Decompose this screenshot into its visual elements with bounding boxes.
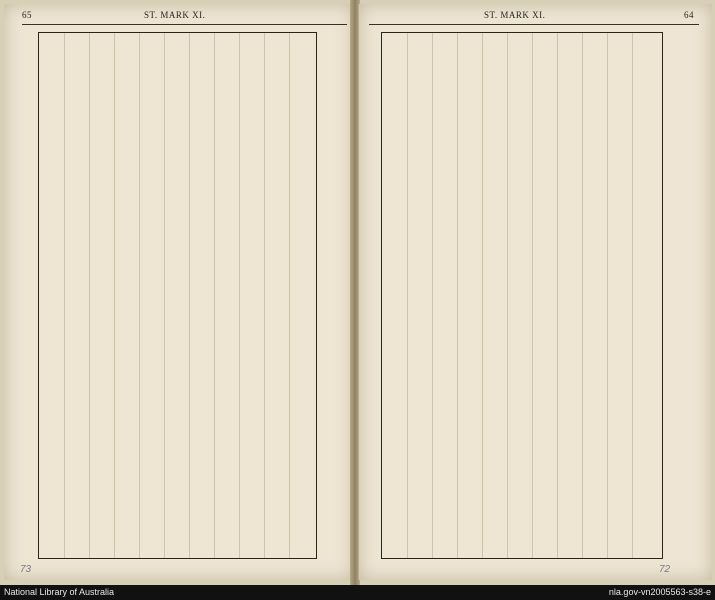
left-page bbox=[4, 4, 355, 580]
right-text-frame bbox=[381, 32, 663, 559]
right-side-page-number bbox=[363, 454, 385, 554]
right-page-number: 64 bbox=[684, 10, 694, 20]
right-page bbox=[358, 4, 712, 580]
left-text-frame bbox=[38, 32, 317, 559]
attribution-left: National Library of Australia bbox=[4, 587, 115, 597]
right-side-title bbox=[677, 34, 699, 554]
left-header-rule bbox=[22, 24, 347, 25]
left-side-title bbox=[12, 34, 34, 554]
attribution-bar bbox=[0, 585, 715, 600]
attribution-right: nla.gov-vn2005563-s38-e bbox=[608, 587, 711, 597]
left-running-head: ST. MARK XI. bbox=[144, 10, 206, 20]
right-pencil-mark: 72 bbox=[659, 564, 671, 575]
left-page-number: 65 bbox=[22, 10, 32, 20]
left-pencil-mark: 73 bbox=[20, 564, 32, 575]
left-side-page-number bbox=[324, 454, 346, 554]
right-running-head: ST. MARK XI. bbox=[484, 10, 546, 20]
right-header-rule bbox=[369, 24, 699, 25]
